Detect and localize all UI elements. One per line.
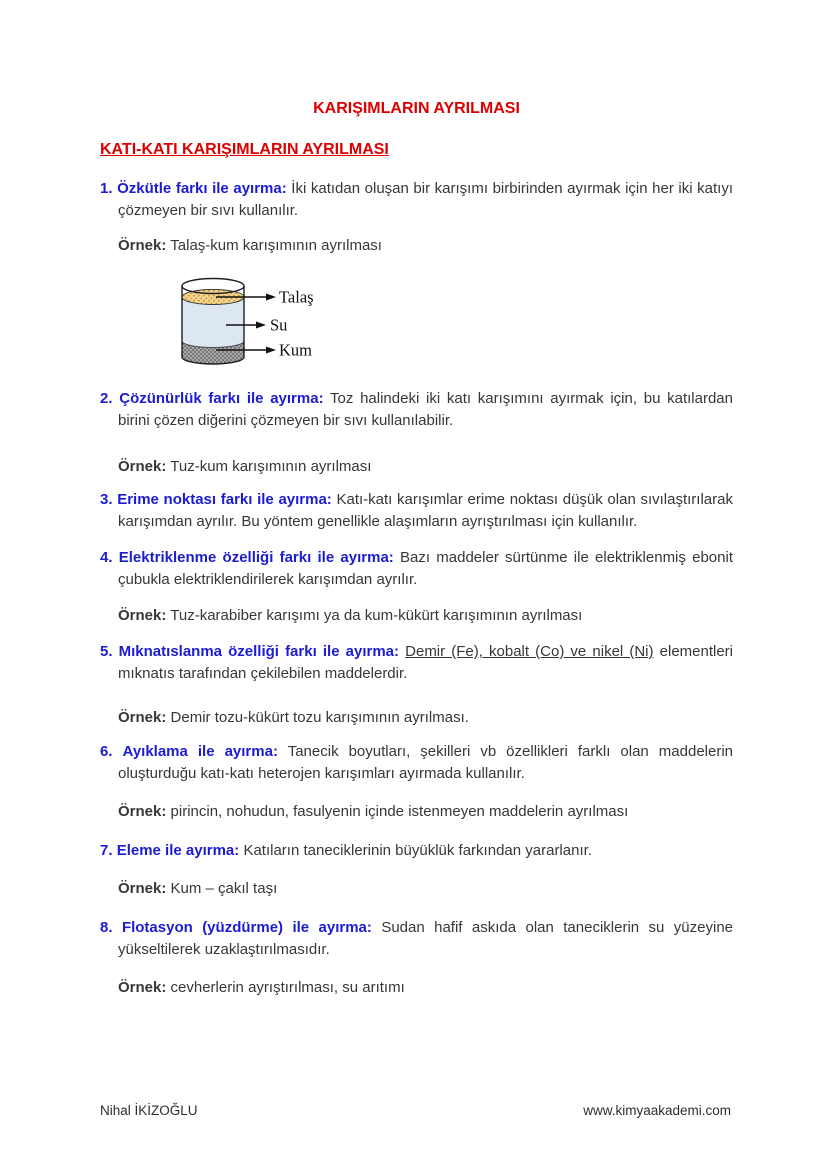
example-label: Örnek: — [118, 458, 167, 475]
example-row-8 — [118, 977, 733, 999]
method-item-2 — [100, 388, 733, 432]
method-item-4 — [100, 547, 733, 591]
method-number: 8. — [100, 919, 113, 936]
talas-label: Talaş — [279, 287, 314, 307]
method-item-1 — [100, 178, 733, 222]
method-heading: Erime noktası farkı ile ayırma: — [117, 491, 332, 508]
method-number: 2. — [100, 390, 113, 407]
example-row-6 — [118, 801, 733, 823]
method-heading: Özkütle farkı ile ayırma: — [117, 180, 287, 197]
example-row-2 — [118, 456, 733, 478]
method-number: 5. — [100, 643, 113, 660]
method-item-5 — [100, 641, 733, 685]
example-label: Örnek: — [118, 237, 167, 254]
page-title: KARIŞIMLARIN AYRILMASI — [313, 100, 520, 117]
method-body: Tanecik boyutları, şekilleri vb özellikleri farklı olan maddelerin oluşturduğu katı-katı heterojen karışımları ayırmada kullanılır. — [118, 743, 733, 782]
method-item-7 — [100, 840, 733, 862]
beaker-diagram — [180, 277, 733, 373]
example-label: Örnek: — [118, 709, 167, 726]
method-body: elementleri mıknatıs tarafından çekilebilen maddelerdir. — [118, 643, 734, 682]
method-body: Toz halindeki iki katı karışımını ayırmak için, bu katılardan birini çözen diğerini çözmeyen bir sıvı kullanılabilir. — [118, 390, 733, 429]
method-item-3 — [100, 489, 733, 533]
example-text: pirincin, nohudun, fasulyenin içinde istenmeyen maddelerin ayrılması — [170, 803, 629, 820]
beaker-figure — [180, 277, 350, 373]
example-text: Tuz-karabiber karışımı ya da kum-kükürt karışımının ayrılması — [170, 607, 583, 624]
example-label: Örnek: — [118, 803, 167, 820]
document-page — [100, 0, 733, 999]
method-body: Katı-katı karışımlar erime noktası düşük olan sıvılaştırılarak karışımdan ayrılır. Bu yöntem genellikle alaşımların ayrıştırılması için kullanılır. — [118, 491, 733, 530]
kum-label: Kum — [279, 340, 312, 360]
method-number: 4. — [100, 549, 113, 566]
section-heading: KATI-KATI KARIŞIMLARIN AYRILMASI — [100, 141, 389, 158]
method-item-8 — [100, 917, 733, 961]
example-label: Örnek: — [118, 979, 167, 996]
method-body: Katıların taneciklerinin büyüklük farkından yararlanır. — [243, 842, 592, 859]
method-heading: Eleme ile ayırma: — [116, 842, 240, 859]
method-number: 1. — [100, 180, 113, 197]
example-text: Kum – çakıl taşı — [170, 880, 278, 897]
method-item-6 — [100, 741, 733, 785]
method-heading: Ayıklama ile ayırma: — [122, 743, 278, 760]
method-body: Sudan hafif askıda olan taneciklerin su yüzeyine yükseltilerek uzaklaştırılmasıdır. — [118, 919, 734, 958]
method-number: 7. — [100, 842, 113, 859]
method-heading: Flotasyon (yüzdürme) ile ayırma: — [121, 919, 372, 936]
example-label: Örnek: — [118, 880, 167, 897]
footer-author: Nihal İKİZOĞLU — [100, 1103, 198, 1118]
example-text: Tuz-kum karışımının ayrılması — [170, 458, 372, 475]
example-text: Talaş-kum karışımının ayrılması — [170, 237, 382, 254]
footer-website: www.kimyaakademi.com — [583, 1103, 731, 1118]
example-row-1 — [118, 235, 733, 257]
example-row-5 — [118, 707, 733, 729]
method-heading: Çözünürlük farkı ile ayırma: — [119, 390, 324, 407]
method-number: 6. — [100, 743, 113, 760]
method-number: 3. — [100, 491, 113, 508]
method-heading: Elektriklenme özelliği farkı ile ayırma: — [118, 549, 394, 566]
example-text: Demir tozu-kükürt tozu karışımının ayrılması. — [170, 709, 469, 726]
example-row-7 — [118, 878, 733, 900]
example-text: cevherlerin ayrıştırılması, su arıtımı — [170, 979, 405, 996]
page-footer — [100, 1102, 731, 1119]
example-label: Örnek: — [118, 607, 167, 624]
method-body: Bazı maddeler sürtünme ile elektriklenmiş ebonit çubukla elektriklendirilerek karışımdan ayrılır. — [118, 549, 733, 588]
example-row-4 — [118, 605, 733, 627]
method-heading: Mıknatıslanma özelliği farkı ile ayırma: — [118, 643, 400, 660]
method-body: İki katıdan oluşan bir karışımı birbirinden ayırmak için her iki katıyı çözmeyen bir sıvı kullanılır. — [118, 180, 734, 219]
method-body-underlined: Demir (Fe), kobalt (Co) ve nikel (Ni) — [405, 643, 654, 660]
su-label: Su — [270, 315, 288, 335]
